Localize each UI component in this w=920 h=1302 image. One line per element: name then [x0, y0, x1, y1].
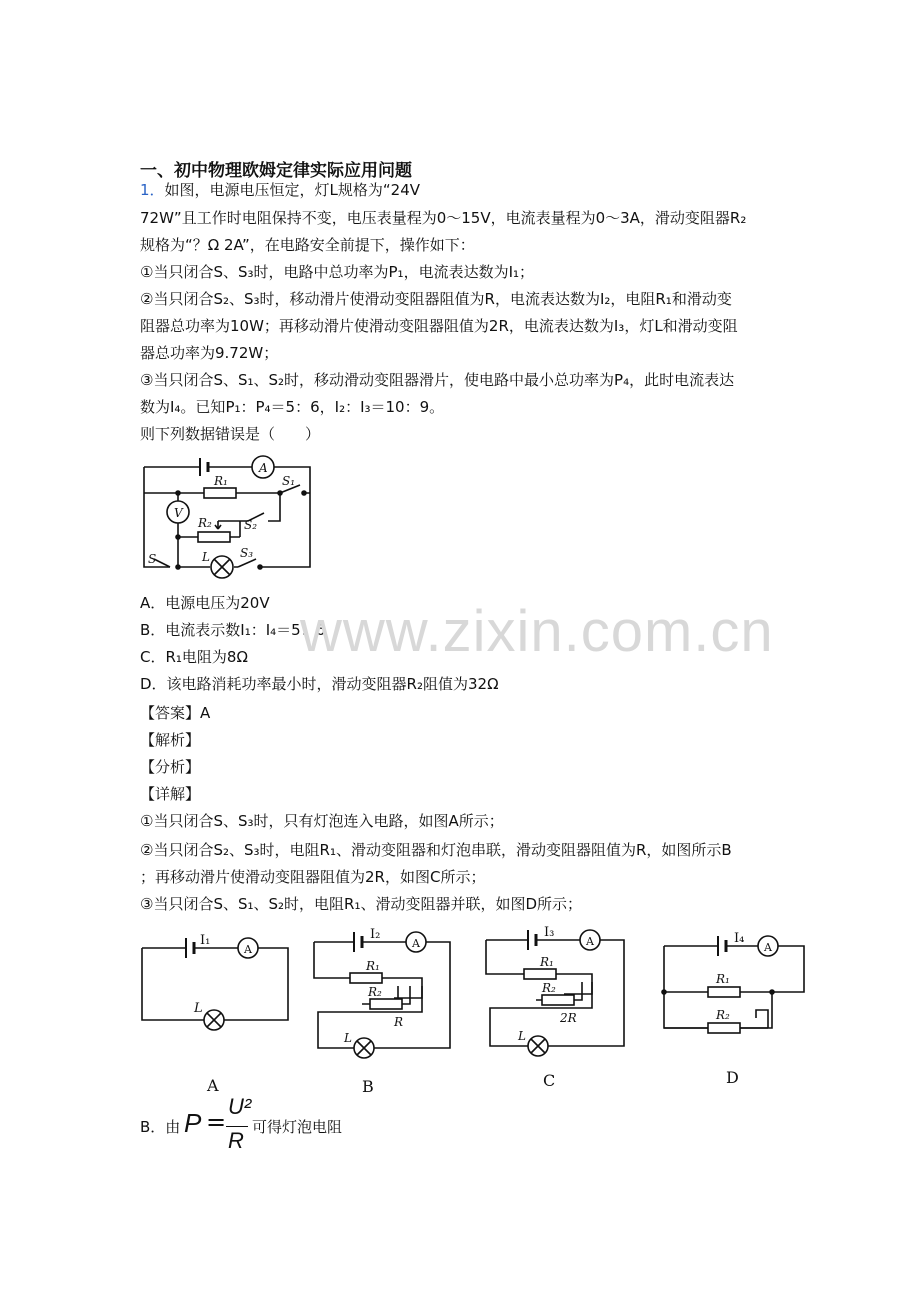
- circuit-figure-d: [660, 924, 808, 1034]
- fig-b-r-value: R: [394, 1015, 404, 1029]
- s-label: S: [148, 552, 157, 566]
- fig-a-current: I₁: [200, 933, 211, 948]
- main-circuit-diagram: [140, 455, 320, 580]
- circuit-figure-a: [140, 928, 290, 1028]
- question-line-8: ③当只闭合S、S₁、S₂时，移动滑动变阻器滑片，使电路中最小总功率为P₄，此时电流表达: [140, 371, 735, 389]
- fig-b-r1: R₁: [366, 959, 380, 973]
- fig-b-r2: R₂: [368, 985, 382, 999]
- lamp-label: L: [202, 550, 210, 564]
- watermark-text: www.zixin.com.cn: [300, 599, 774, 664]
- analysis-label: 【解析】: [140, 731, 201, 749]
- question-line-4: ①当只闭合S、S₃时，电路中总功率为P₁，电流表达数为I₁；: [140, 263, 535, 281]
- r2-label: R₂: [198, 516, 212, 530]
- s1-label: S₁: [282, 474, 296, 488]
- question-line-5: ②当只闭合S₂、S₃时，移动滑片使滑动变阻器阻值为R，电流表达数为I₂，电阻R₁和滑动变: [140, 290, 732, 308]
- option-c: C．R₁电阻为8Ω: [140, 648, 248, 666]
- formula-lhs: P: [184, 1108, 202, 1138]
- question-line-9: 数为I₄。已知P₁：P₄＝5：6，I₂：I₃＝10：9。: [140, 398, 445, 416]
- explanation-line-4: ③当只闭合S、S₁、S₂时，电阻R₁、滑动变阻器并联，如图D所示；: [140, 895, 583, 913]
- fig-c-lamp: L: [518, 1029, 526, 1043]
- question-line-10: 则下列数据错误是（ ）: [140, 425, 321, 443]
- fig-d-caption: D: [726, 1068, 739, 1087]
- fig-c-r2: R₂: [542, 981, 556, 995]
- fig-c-current: I₃: [544, 925, 555, 940]
- circuit-figure-b: [310, 926, 455, 1056]
- breakdown-label: 【分析】: [140, 758, 201, 776]
- question-line-7: 器总功率为9.72W；: [140, 344, 279, 362]
- fig-a-caption: A: [207, 1076, 219, 1095]
- fig-c-r1: R₁: [540, 955, 554, 969]
- explanation-line-2: ②当只闭合S₂、S₃时，电阻R₁、滑动变阻器和灯泡串联，滑动变阻器阻值为R，如图所示B: [140, 841, 732, 859]
- option-d: D．该电路消耗功率最小时，滑动变阻器R₂阻值为32Ω: [140, 675, 499, 693]
- formula-denominator: R: [228, 1128, 244, 1153]
- fig-a-lamp: L: [194, 1001, 203, 1016]
- ammeter-label: A: [259, 461, 268, 475]
- svg-text:A: A: [412, 937, 420, 950]
- formula-numerator: U²: [228, 1094, 252, 1119]
- r1-label: R₁: [214, 474, 228, 488]
- formula-equals: =: [206, 1108, 227, 1136]
- svg-text:A: A: [764, 941, 772, 954]
- detail-label: 【详解】: [140, 785, 201, 803]
- question-number: 1．: [140, 181, 165, 199]
- svg-text:A: A: [244, 943, 252, 956]
- circuit-figure-c: [484, 924, 629, 1054]
- formula-prefix: B．由: [140, 1118, 181, 1136]
- explanation-line-1: ①当只闭合S、S₃时，只有灯泡连入电路，如图A所示；: [140, 812, 504, 830]
- fraction-bar: [226, 1126, 248, 1127]
- fig-c-caption: C: [543, 1071, 556, 1090]
- fig-c-r-value: 2R: [560, 1011, 577, 1025]
- fig-b-current: I₂: [370, 927, 381, 942]
- option-b: B．电流表示数I₁：I₄＝5：6: [140, 621, 326, 639]
- section-heading: 一、初中物理欧姆定律实际应用问题: [140, 161, 412, 181]
- fig-d-r1: R₁: [716, 972, 730, 986]
- fig-d-current: I₄: [734, 931, 745, 946]
- fig-d-r2: R₂: [716, 1008, 730, 1022]
- question-line-1: 1．如图，电源电压恒定，灯L规格为“24V: [140, 181, 421, 199]
- question-line-3: 规格为“？Ω 2A”，在电路安全前提下，操作如下：: [140, 236, 475, 254]
- option-a: A．电源电压为20V: [140, 594, 270, 612]
- answer-label: 【答案】A: [140, 704, 211, 722]
- voltmeter-label: V: [174, 506, 183, 520]
- fig-b-lamp: L: [344, 1031, 352, 1045]
- formula-suffix: 可得灯泡电阻: [252, 1118, 343, 1136]
- question-line-2: 72W”且工作时电阻保持不变，电压表量程为0～15V，电流表量程为0～3A，滑动变阻器R₂: [140, 209, 747, 227]
- explanation-line-3: ；再移动滑片使滑动变阻器阻值为2R，如图C所示；: [140, 868, 486, 886]
- fig-b-caption: B: [362, 1077, 374, 1096]
- svg-text:A: A: [586, 935, 594, 948]
- question-line-6: 阻器总功率为10W；再移动滑片使滑动变阻器阻值为2R，电流表达数为I₃，灯L和滑动变阻: [140, 317, 738, 335]
- s2-label: S₂: [244, 518, 258, 532]
- s3-label: S₃: [240, 546, 254, 560]
